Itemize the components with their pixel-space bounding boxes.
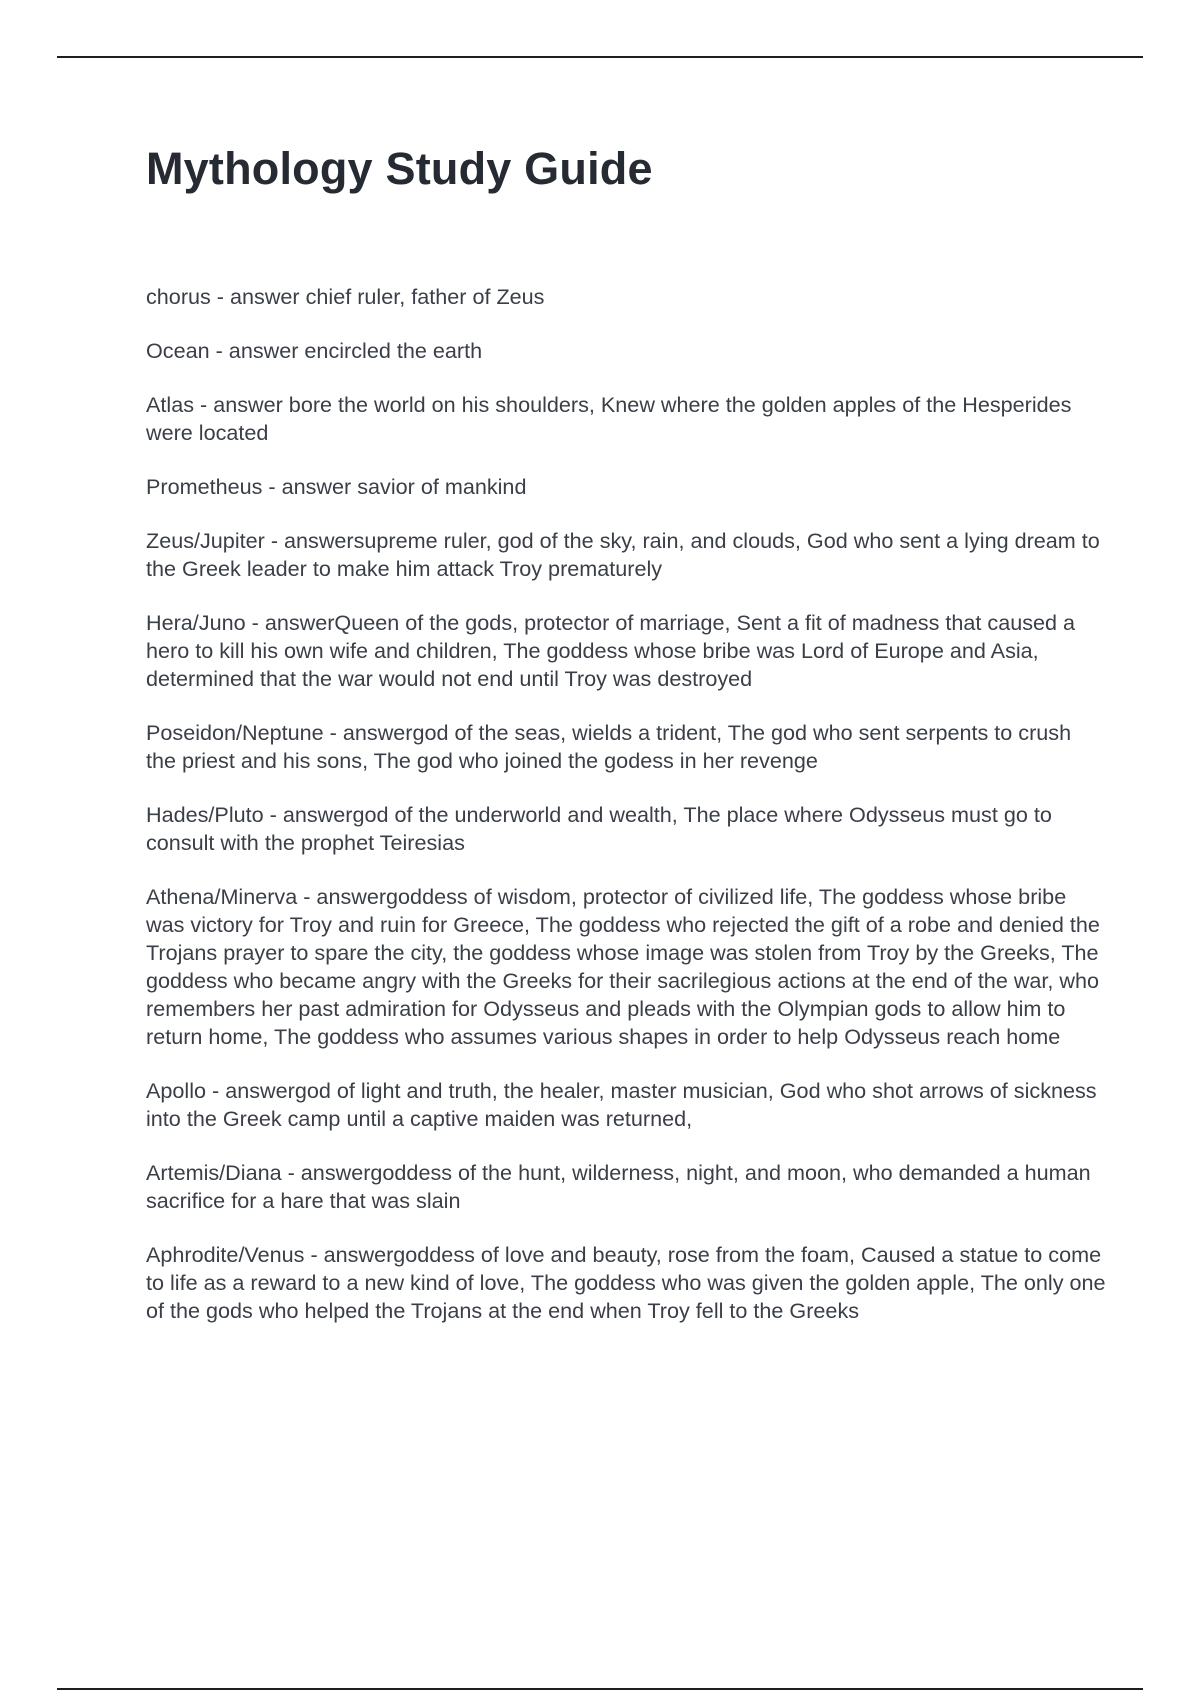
entry-ocean: Ocean - answer encircled the earth	[146, 338, 483, 363]
entry-apollo: Apollo - answergod of light and truth, the healer, master musician, God who shot arrows of sickness into the Greek camp until a captive maiden was returned,	[146, 1078, 1097, 1131]
entry-artemis-diana: Artemis/Diana - answergoddess of the hunt, wilderness, night, and moon, who demanded a human sacrifice for a hare that was slain	[146, 1160, 1091, 1213]
study-entries	[146, 283, 1106, 1351]
footer-rule	[57, 1688, 1143, 1690]
entry-hera-juno: Hera/Juno - answerQueen of the gods, protector of marriage, Sent a fit of madness that caused a hero to kill his own wife and children, The goddess whose bribe was Lord of Europe and Asia, determined that the war would not end until Troy was destroyed	[146, 610, 1076, 691]
entry-chorus: chorus - answer chief ruler, father of Zeus	[146, 284, 545, 309]
entry-zeus-jupiter: Zeus/Jupiter - answersupreme ruler, god of the sky, rain, and clouds, God who sent a lying dream to the Greek leader to make him attack Troy prematurely	[146, 528, 1100, 581]
entry-poseidon-neptune: Poseidon/Neptune - answergod of the seas, wields a trident, The god who sent serpents to crush the priest and his sons, The god who joined the godess in her revenge	[146, 720, 1072, 773]
header-rule	[57, 56, 1143, 58]
entry-aphrodite-venus: Aphrodite/Venus - answergoddess of love and beauty, rose from the foam, Caused a statue to come to life as a reward to a new kind of love, The goddess who was given the golden apple, The only one of the gods who helped the Trojans at the end when Troy fell to the Greeks	[146, 1242, 1106, 1323]
entry-prometheus: Prometheus - answer savior of mankind	[146, 474, 527, 499]
page-title: Mythology Study Guide	[146, 143, 653, 194]
entry-athena-minerva: Athena/Minerva - answergoddess of wisdom, protector of civilized life, The goddess whose bribe was victory for Troy and ruin for Greece, The goddess who rejected the gift of a robe and denied the Trojans prayer to spare the city, the goddess whose image was stolen from Troy by the Greeks, The goddess who became angry with the Greeks for their sacrilegious actions at the end of the war, who remembers her past admiration for Odysseus and pleads with the Olympian gods to allow him to return home, The goddess who assumes various shapes in order to help Odysseus reach home	[146, 884, 1100, 1049]
entry-atlas: Atlas - answer bore the world on his shoulders, Knew where the golden apples of the Hesperides were located	[146, 392, 1072, 445]
entry-hades-pluto: Hades/Pluto - answergod of the underworld and wealth, The place where Odysseus must go to consult with the prophet Teiresias	[146, 802, 1052, 855]
